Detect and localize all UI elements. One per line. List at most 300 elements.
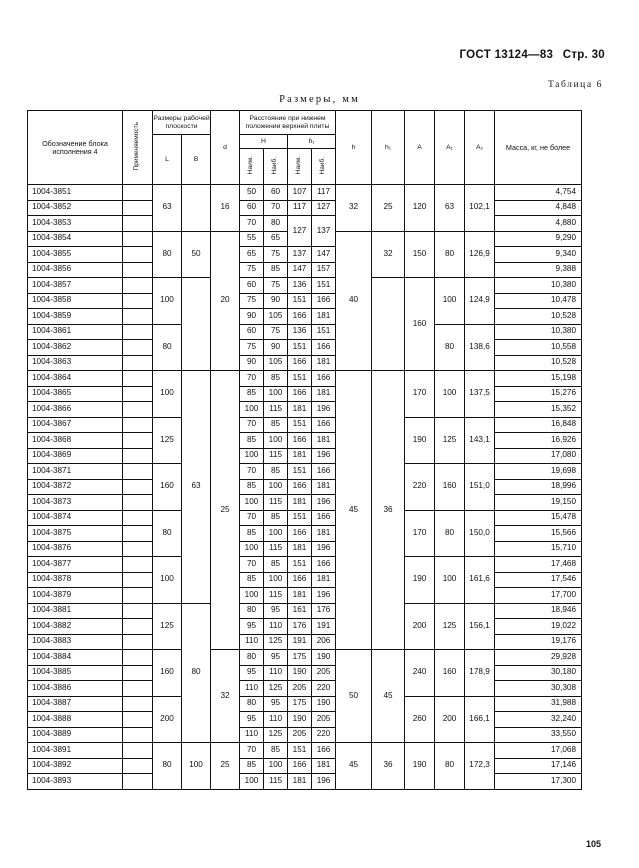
- cell-h1-max: 166: [312, 464, 336, 480]
- cell-mass: 19,022: [495, 619, 582, 635]
- cell-applicability: [123, 324, 153, 340]
- cell-applicability: [123, 185, 153, 201]
- cell-a1: 160: [435, 650, 465, 697]
- cell-H-min: 95: [240, 619, 264, 635]
- cell-b: [182, 185, 211, 232]
- col-h1-min: Наим.: [288, 149, 312, 185]
- cell-a1: 80: [435, 231, 465, 278]
- cell-h1-max: 181: [312, 433, 336, 449]
- cell-h1-max: 196: [312, 402, 336, 418]
- cell-h1-min: 151: [288, 293, 312, 309]
- table-row: [28, 340, 582, 356]
- cell-applicability: [123, 262, 153, 278]
- cell-mass: 10,528: [495, 355, 582, 371]
- cell-applicability: [123, 510, 153, 526]
- cell-mass: 10,380: [495, 278, 582, 294]
- cell-H-min: 75: [240, 340, 264, 356]
- cell-h1-max: 181: [312, 386, 336, 402]
- standard-code: ГОСТ 13124—83: [459, 49, 554, 61]
- cell-designation: 1004-3876: [28, 541, 123, 557]
- cell-designation: 1004-3861: [28, 324, 123, 340]
- cell-l: 63: [153, 185, 182, 232]
- cell-H-min: 80: [240, 650, 264, 666]
- cell-H-min: 70: [240, 464, 264, 480]
- cell-b: 63: [182, 371, 211, 604]
- table-row: [28, 758, 582, 774]
- cell-designation: 1004-3858: [28, 293, 123, 309]
- cell-H-max: 100: [264, 479, 288, 495]
- cell-a1: 80: [435, 510, 465, 557]
- cell-H-min: 70: [240, 510, 264, 526]
- cell-H-max: 75: [264, 247, 288, 263]
- cell-H-min: 100: [240, 495, 264, 511]
- cell-designation: 1004-3862: [28, 340, 123, 356]
- cell-h1-min: 181: [288, 495, 312, 511]
- cell-applicability: [123, 557, 153, 573]
- cell-h1: 25: [372, 185, 405, 232]
- cell-mass: 29,928: [495, 650, 582, 666]
- cell-h1-max: 151: [312, 324, 336, 340]
- cell-h1-min: 151: [288, 557, 312, 573]
- cell-designation: 1004-3883: [28, 634, 123, 650]
- cell-h1-max: 190: [312, 650, 336, 666]
- table-body: [28, 185, 582, 790]
- cell-H-min: 110: [240, 727, 264, 743]
- cell-H-min: 70: [240, 557, 264, 573]
- cell-applicability: [123, 634, 153, 650]
- cell-designation: 1004-3877: [28, 557, 123, 573]
- cell-H-max: 80: [264, 216, 288, 232]
- cell-a1: 100: [435, 371, 465, 418]
- cell-mass: 17,146: [495, 758, 582, 774]
- col-designation: Обозначение блока исполнения 4: [28, 111, 123, 185]
- cell-h1-min: 166: [288, 572, 312, 588]
- cell-H-min: 85: [240, 433, 264, 449]
- cell-mass: 19,698: [495, 464, 582, 480]
- table-row: [28, 371, 582, 387]
- cell-a2: 178,9: [465, 650, 495, 697]
- cell-designation: 1004-3867: [28, 417, 123, 433]
- cell-H-max: 100: [264, 526, 288, 542]
- cell-a2: 138,6: [465, 324, 495, 371]
- cell-mass: 4,880: [495, 216, 582, 232]
- cell-H-max: 125: [264, 634, 288, 650]
- dimensions-table: [27, 110, 582, 790]
- cell-mass: 17,546: [495, 572, 582, 588]
- cell-applicability: [123, 696, 153, 712]
- cell-h1-min: 127: [288, 216, 312, 247]
- cell-b: 100: [182, 743, 211, 790]
- cell-a1: 125: [435, 603, 465, 650]
- cell-h: 40: [336, 231, 372, 371]
- cell-h1-min: 151: [288, 464, 312, 480]
- table-title: Размеры, мм: [279, 94, 360, 105]
- cell-H-max: 100: [264, 433, 288, 449]
- cell-mass: 15,710: [495, 541, 582, 557]
- cell-h1-min: 181: [288, 448, 312, 464]
- cell-mass: 4,848: [495, 200, 582, 216]
- cell-H-max: 85: [264, 557, 288, 573]
- cell-applicability: [123, 650, 153, 666]
- cell-applicability: [123, 309, 153, 325]
- cell-applicability: [123, 386, 153, 402]
- cell-mass: 32,240: [495, 712, 582, 728]
- cell-designation: 1004-3864: [28, 371, 123, 387]
- cell-applicability: [123, 774, 153, 790]
- cell-mass: 16,848: [495, 417, 582, 433]
- table-row: [28, 774, 582, 790]
- cell-designation: 1004-3879: [28, 588, 123, 604]
- cell-H-max: 85: [264, 510, 288, 526]
- cell-mass: 15,478: [495, 510, 582, 526]
- cell-H-min: 75: [240, 262, 264, 278]
- table-row: [28, 417, 582, 433]
- cell-H-max: 70: [264, 200, 288, 216]
- col-mass: Масса, кг, не более: [495, 111, 582, 185]
- cell-h1-max: 147: [312, 247, 336, 263]
- cell-applicability: [123, 665, 153, 681]
- cell-applicability: [123, 433, 153, 449]
- table-row: [28, 278, 582, 294]
- table-row: [28, 541, 582, 557]
- cell-H-min: 85: [240, 526, 264, 542]
- table-row: [28, 588, 582, 604]
- cell-h1-min: 175: [288, 696, 312, 712]
- cell-H-min: 90: [240, 309, 264, 325]
- cell-designation: 1004-3872: [28, 479, 123, 495]
- table-row: [28, 247, 582, 263]
- cell-h1-min: 175: [288, 650, 312, 666]
- cell-designation: 1004-3852: [28, 200, 123, 216]
- cell-h1-min: 166: [288, 433, 312, 449]
- cell-designation: 1004-3859: [28, 309, 123, 325]
- cell-a1: 200: [435, 696, 465, 743]
- cell-H-min: 110: [240, 681, 264, 697]
- cell-H-max: 85: [264, 417, 288, 433]
- cell-b: 80: [182, 603, 211, 743]
- cell-d: 16: [211, 185, 240, 232]
- cell-mass: 30,180: [495, 665, 582, 681]
- table-row: [28, 293, 582, 309]
- cell-applicability: [123, 495, 153, 511]
- cell-h1-min: 151: [288, 417, 312, 433]
- cell-a1: 125: [435, 417, 465, 464]
- cell-designation: 1004-3873: [28, 495, 123, 511]
- cell-h1-max: 137: [312, 216, 336, 247]
- cell-h1-min: 151: [288, 510, 312, 526]
- table-row: [28, 479, 582, 495]
- cell-a: 190: [405, 743, 435, 790]
- cell-mass: 10,528: [495, 309, 582, 325]
- cell-H-max: 100: [264, 572, 288, 588]
- table-row: [28, 743, 582, 759]
- cell-d: 20: [211, 231, 240, 371]
- cell-applicability: [123, 758, 153, 774]
- cell-applicability: [123, 681, 153, 697]
- cell-a: 150: [405, 231, 435, 278]
- cell-h1-min: 166: [288, 355, 312, 371]
- cell-h: 45: [336, 743, 372, 790]
- cell-applicability: [123, 231, 153, 247]
- cell-mass: 4,754: [495, 185, 582, 201]
- cell-h1-max: 181: [312, 526, 336, 542]
- cell-mass: 15,198: [495, 371, 582, 387]
- table-row: [28, 557, 582, 573]
- cell-a: 240: [405, 650, 435, 697]
- cell-designation: 1004-3889: [28, 727, 123, 743]
- cell-h1-min: 181: [288, 402, 312, 418]
- cell-l: 80: [153, 743, 182, 790]
- cell-h1-min: 161: [288, 603, 312, 619]
- cell-designation: 1004-3868: [28, 433, 123, 449]
- cell-H-max: 125: [264, 727, 288, 743]
- cell-h1-max: 196: [312, 541, 336, 557]
- cell-designation: 1004-3863: [28, 355, 123, 371]
- cell-H-min: 85: [240, 572, 264, 588]
- cell-a: 200: [405, 603, 435, 650]
- cell-h1-min: 107: [288, 185, 312, 201]
- cell-h: 50: [336, 650, 372, 743]
- cell-mass: 19,176: [495, 634, 582, 650]
- cell-designation: 1004-3875: [28, 526, 123, 542]
- cell-mass: 10,478: [495, 293, 582, 309]
- cell-l: 200: [153, 696, 182, 743]
- cell-h1-min: 166: [288, 386, 312, 402]
- cell-H-min: 50: [240, 185, 264, 201]
- cell-applicability: [123, 293, 153, 309]
- cell-applicability: [123, 417, 153, 433]
- cell-h1-max: 181: [312, 355, 336, 371]
- cell-a: 190: [405, 557, 435, 604]
- cell-H-max: 75: [264, 324, 288, 340]
- cell-b: 50: [182, 231, 211, 278]
- table-row: [28, 572, 582, 588]
- table-row: [28, 355, 582, 371]
- table-row: [28, 433, 582, 449]
- cell-h1-max: 166: [312, 557, 336, 573]
- cell-H-min: 85: [240, 386, 264, 402]
- cell-H-max: 90: [264, 293, 288, 309]
- col-work-surface: Размеры рабочей плоскости: [153, 111, 211, 135]
- cell-h1-max: 196: [312, 448, 336, 464]
- cell-h1-max: 127: [312, 200, 336, 216]
- cell-applicability: [123, 340, 153, 356]
- table-row: [28, 665, 582, 681]
- cell-H-min: 65: [240, 247, 264, 263]
- col-h1-sub: h₁: [288, 135, 336, 149]
- cell-h1: 32: [372, 231, 405, 278]
- cell-a2: 156,1: [465, 603, 495, 650]
- cell-applicability: [123, 526, 153, 542]
- table-row: [28, 309, 582, 325]
- table-label: Таблица 6: [547, 80, 603, 90]
- col-applicability: Применяемость: [123, 111, 153, 185]
- cell-h1-min: 117: [288, 200, 312, 216]
- cell-applicability: [123, 541, 153, 557]
- cell-H-max: 110: [264, 619, 288, 635]
- cell-l: 80: [153, 324, 182, 371]
- cell-h1-max: 196: [312, 774, 336, 790]
- cell-H-min: 70: [240, 743, 264, 759]
- cell-H-min: 70: [240, 371, 264, 387]
- cell-mass: 31,988: [495, 696, 582, 712]
- cell-h1-min: 166: [288, 526, 312, 542]
- cell-a2: 161,6: [465, 557, 495, 604]
- cell-designation: 1004-3882: [28, 619, 123, 635]
- cell-a2: 124,9: [465, 278, 495, 325]
- cell-h1-max: 181: [312, 758, 336, 774]
- cell-applicability: [123, 371, 153, 387]
- cell-h1-min: 137: [288, 247, 312, 263]
- cell-h1-min: 205: [288, 727, 312, 743]
- cell-H-min: 70: [240, 216, 264, 232]
- cell-l: 125: [153, 603, 182, 650]
- cell-h1-min: 151: [288, 340, 312, 356]
- cell-a2: 102,1: [465, 185, 495, 232]
- table-row: [28, 712, 582, 728]
- cell-l: 100: [153, 278, 182, 325]
- cell-H-min: 55: [240, 231, 264, 247]
- cell-H-min: 60: [240, 200, 264, 216]
- cell-h1-min: 176: [288, 619, 312, 635]
- cell-H-max: 125: [264, 681, 288, 697]
- cell-h1-min: 166: [288, 479, 312, 495]
- cell-h1-max: 220: [312, 681, 336, 697]
- cell-designation: 1004-3878: [28, 572, 123, 588]
- cell-h1-max: 181: [312, 572, 336, 588]
- cell-applicability: [123, 448, 153, 464]
- cell-H-min: 95: [240, 665, 264, 681]
- cell-d: 25: [211, 743, 240, 790]
- cell-designation: 1004-3885: [28, 665, 123, 681]
- cell-h1-min: 151: [288, 371, 312, 387]
- cell-h1-max: 117: [312, 185, 336, 201]
- cell-a: 190: [405, 417, 435, 464]
- cell-mass: 10,558: [495, 340, 582, 356]
- cell-h1-max: 166: [312, 417, 336, 433]
- cell-H-min: 70: [240, 417, 264, 433]
- cell-applicability: [123, 588, 153, 604]
- cell-H-min: 100: [240, 448, 264, 464]
- cell-H-min: 100: [240, 588, 264, 604]
- cell-l: 100: [153, 557, 182, 604]
- cell-l: 160: [153, 650, 182, 697]
- cell-H-max: 85: [264, 743, 288, 759]
- cell-h1-min: 136: [288, 324, 312, 340]
- cell-designation: 1004-3854: [28, 231, 123, 247]
- cell-a: 160: [405, 278, 435, 371]
- cell-H-max: 85: [264, 371, 288, 387]
- table-row: [28, 324, 582, 340]
- col-d: d: [211, 111, 240, 185]
- cell-H-max: 115: [264, 541, 288, 557]
- table-row: [28, 185, 582, 201]
- cell-a2: 150,0: [465, 510, 495, 557]
- cell-a1: 80: [435, 324, 465, 371]
- cell-h1-max: 166: [312, 743, 336, 759]
- cell-designation: 1004-3884: [28, 650, 123, 666]
- table-row: [28, 262, 582, 278]
- cell-b: [182, 278, 211, 371]
- table-row: [28, 650, 582, 666]
- cell-designation: 1004-3857: [28, 278, 123, 294]
- cell-h1-max: 196: [312, 495, 336, 511]
- cell-H-max: 75: [264, 278, 288, 294]
- cell-H-max: 95: [264, 650, 288, 666]
- cell-designation: 1004-3853: [28, 216, 123, 232]
- cell-mass: 19,150: [495, 495, 582, 511]
- cell-h1-max: 190: [312, 696, 336, 712]
- cell-h1-max: 176: [312, 603, 336, 619]
- cell-H-min: 85: [240, 758, 264, 774]
- cell-applicability: [123, 247, 153, 263]
- table-header: [28, 111, 582, 185]
- col-h1-max: Наиб.: [312, 149, 336, 185]
- cell-mass: 9,290: [495, 231, 582, 247]
- cell-H-max: 110: [264, 712, 288, 728]
- cell-H-min: 100: [240, 774, 264, 790]
- cell-h1-min: 136: [288, 278, 312, 294]
- cell-mass: 15,566: [495, 526, 582, 542]
- cell-designation: 1004-3869: [28, 448, 123, 464]
- cell-designation: 1004-3866: [28, 402, 123, 418]
- cell-applicability: [123, 727, 153, 743]
- cell-mass: 18,996: [495, 479, 582, 495]
- cell-h1-max: 151: [312, 278, 336, 294]
- page-label: Стр. 30: [562, 49, 605, 61]
- cell-mass: 9,340: [495, 247, 582, 263]
- cell-h1: 36: [372, 743, 405, 790]
- cell-applicability: [123, 712, 153, 728]
- cell-applicability: [123, 216, 153, 232]
- cell-H-max: 100: [264, 386, 288, 402]
- cell-mass: 15,276: [495, 386, 582, 402]
- cell-designation: 1004-3881: [28, 603, 123, 619]
- cell-H-max: 115: [264, 495, 288, 511]
- cell-mass: 18,946: [495, 603, 582, 619]
- cell-mass: 30,308: [495, 681, 582, 697]
- cell-a2: 172,3: [465, 743, 495, 790]
- cell-designation: 1004-3865: [28, 386, 123, 402]
- cell-l: 160: [153, 464, 182, 511]
- table-row: [28, 619, 582, 635]
- cell-h1-max: 166: [312, 340, 336, 356]
- col-B: B: [182, 135, 211, 185]
- cell-H-max: 110: [264, 665, 288, 681]
- cell-h: 45: [336, 371, 372, 650]
- cell-h1-min: 191: [288, 634, 312, 650]
- cell-l: 80: [153, 510, 182, 557]
- cell-h1-max: 157: [312, 262, 336, 278]
- cell-a1: 100: [435, 278, 465, 325]
- cell-a2: 143,1: [465, 417, 495, 464]
- cell-designation: 1004-3893: [28, 774, 123, 790]
- table-row: [28, 464, 582, 480]
- cell-designation: 1004-3887: [28, 696, 123, 712]
- col-H-min: Наим.: [240, 149, 264, 185]
- cell-h1: [372, 278, 405, 371]
- page-header: [460, 49, 605, 61]
- cell-mass: 17,300: [495, 774, 582, 790]
- cell-h1: 45: [372, 650, 405, 743]
- cell-applicability: [123, 278, 153, 294]
- cell-designation: 1004-3856: [28, 262, 123, 278]
- col-H: H: [240, 135, 288, 149]
- col-H-max: Наиб.: [264, 149, 288, 185]
- cell-applicability: [123, 464, 153, 480]
- cell-a2: 126,9: [465, 231, 495, 278]
- cell-applicability: [123, 355, 153, 371]
